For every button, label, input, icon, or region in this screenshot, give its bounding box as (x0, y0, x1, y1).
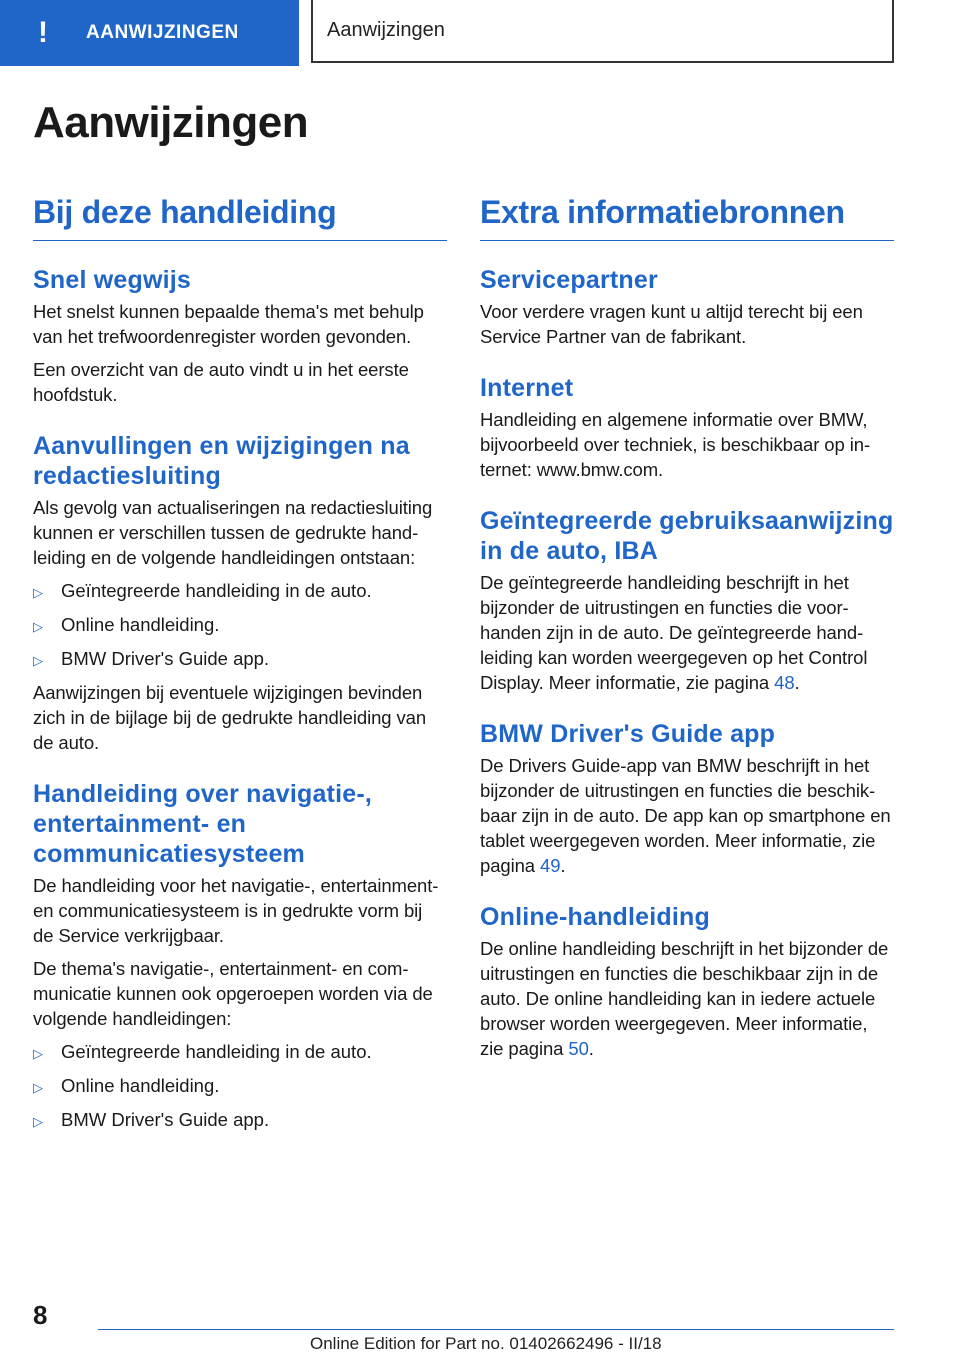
paragraph: Als gevolg van actualiseringen na redactiesluiting kunnen er verschillen tussen de gedrukte handleiding en de volgende handleidingen ontstaan: (33, 497, 433, 568)
subheading-drivers-guide: BMW Driver's Guide app (480, 720, 776, 748)
paragraph: De thema's navigatie-, entertainment- en communicatie kunnen ook opgeroepen worden via de volgende handleidingen: (33, 958, 433, 1029)
list-item: ▷ BMW Driver's Guide app. (33, 646, 447, 673)
chapter-tab (0, 0, 299, 66)
right-column (480, 192, 894, 1069)
left-column (33, 192, 447, 1141)
paragraph: Voor verdere vragen kunt u altijd terecht bij een Service Partner van de fabrikant. (480, 301, 863, 347)
chapter-tab-label: AANWIJZINGEN (86, 22, 239, 43)
triangle-bullet-icon: ▷ (33, 1046, 43, 1061)
footer-edition: Online Edition for Part no. 01402662496 - II/18 (310, 1334, 662, 1353)
subheading-iba: Geïntegreerde gebruiksaanwijzing in de auto, IBA (480, 507, 894, 565)
exclamation-icon: ! (38, 16, 48, 49)
triangle-bullet-icon: ▷ (33, 619, 43, 634)
section-title-informatiebronnen: Extra informatiebronnen (480, 192, 894, 241)
paragraph: Handleiding en algemene informatie over BMW, bijvoorbeeld over techniek, is beschikbaar op internet: www.bmw.com. (480, 409, 871, 480)
page-link-49[interactable]: 49 (540, 855, 561, 876)
paragraph: De handleiding voor het navigatie-, entertainment- en communicatiesysteem is in gedrukte vorm bij de Service verkrijgbaar. (33, 875, 439, 946)
list-item: ▷ Geïntegreerde handleiding in de auto. (33, 1039, 447, 1066)
list-item: ▷ Online handleiding. (33, 612, 447, 639)
page-link-48[interactable]: 48 (774, 672, 795, 693)
breadcrumb (311, 0, 894, 63)
subheading-snel-wegwijs: Snel wegwijs (33, 266, 192, 294)
paragraph: De geïntegreerde handleiding beschrijft in het bijzonder de uitrustingen en functies die voorhanden zijn in de auto. De geïntegreerde handleiding kan worden weergegeven op het Control Display. Meer informatie, zie pagina 48. (480, 572, 868, 693)
paragraph: Een overzicht van de auto vindt u in het eerste hoofdstuk. (33, 359, 409, 405)
section-title-handleiding: Bij deze handleiding (33, 192, 447, 241)
page-link-50[interactable]: 50 (568, 1038, 589, 1059)
triangle-bullet-icon: ▷ (33, 1114, 43, 1129)
page-number: 8 (33, 1300, 48, 1330)
bullet-list (33, 578, 447, 673)
triangle-bullet-icon: ▷ (33, 1080, 43, 1095)
subheading-internet: Internet (480, 374, 574, 402)
bullet-list (33, 1039, 447, 1134)
page-title: Aanwijzingen (33, 98, 309, 147)
paragraph: Aanwijzingen bij eventuele wijzigingen bevinden zich in de bijlage bij de gedrukte handleiding van de auto. (33, 682, 427, 753)
subheading-navigatie: Handleiding over navigatie-, entertainment- en communicatiesysteem (33, 780, 372, 868)
footer-divider (98, 1329, 894, 1330)
list-item: ▷ Geïntegreerde handleiding in de auto. (33, 578, 447, 605)
subheading-aanvullingen: Aanvullingen en wijzigingen na redactiesluiting (33, 432, 410, 490)
triangle-bullet-icon: ▷ (33, 653, 43, 668)
list-item: ▷ Online handleiding. (33, 1073, 447, 1100)
list-item: ▷ BMW Driver's Guide app. (33, 1107, 447, 1134)
subheading-online-handleiding: Online-handleiding (480, 903, 710, 931)
paragraph: De Drivers Guide-app van BMW beschrijft in het bijzonder de uitrustingen en functies die beschikbaar zijn in de auto. De app kan op smartphone en tablet weergegeven worden. Meer informatie, zie pagina 49. (480, 755, 891, 876)
breadcrumb-text: Aanwijzingen (327, 19, 445, 41)
triangle-bullet-icon: ▷ (33, 585, 43, 600)
paragraph: De online handleiding beschrijft in het bijzonder de uitrustingen en functies die beschikbaar zijn in de auto. De online handleiding kan in iedere actuele browser worden weergegeven. Meer informatie, zie pagina 50. (480, 938, 889, 1059)
subheading-servicepartner: Servicepartner (480, 266, 658, 294)
paragraph: Het snelst kunnen bepaalde thema's met behulp van het trefwoordenregister worden gevonden. (33, 301, 424, 347)
